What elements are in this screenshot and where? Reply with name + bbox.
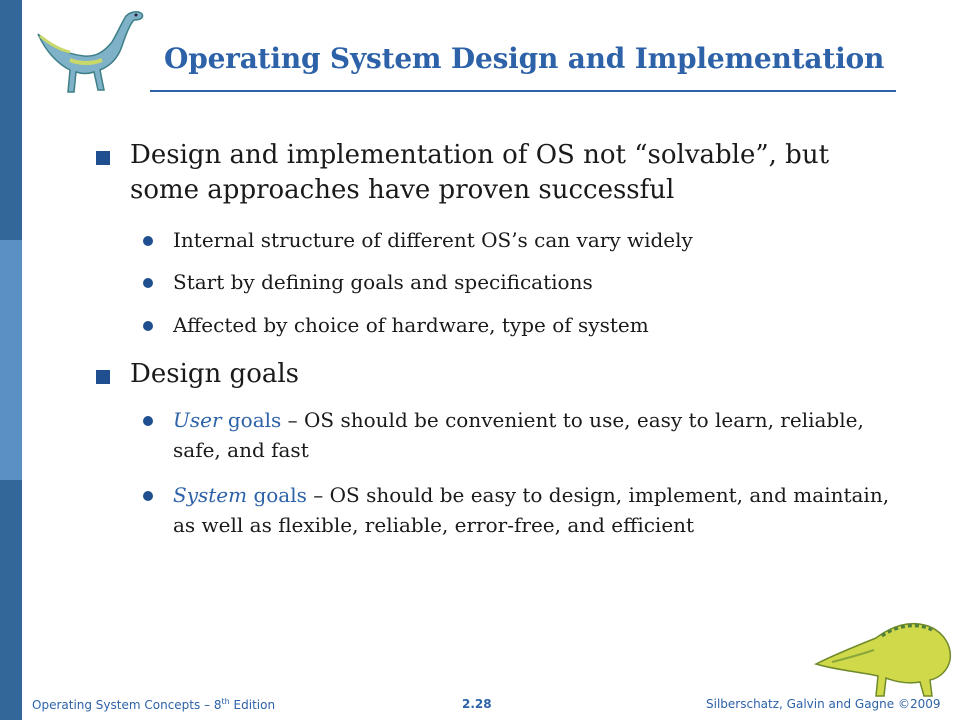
- sub-bullet-user-goals: [173, 405, 913, 465]
- bullet-design-implementation: Design and implementation of OS not “solvable”, but some approaches have proven successful: [130, 140, 830, 205]
- left-band-middle: [0, 240, 22, 480]
- sub-bullet-internal-structure: Internal structure of different OS’s can vary widely: [173, 228, 693, 252]
- level2-bullet-marker: [143, 236, 153, 246]
- footer-slide-number: 2.28: [462, 697, 492, 711]
- system-keyword: System: [173, 483, 248, 507]
- sub-bullet-define-goals: Start by defining goals and specifications: [173, 270, 593, 294]
- footer-copyright: Silberschatz, Galvin and Gagne ©2009: [706, 697, 941, 711]
- level2-bullet-marker: [143, 278, 153, 288]
- system-goals-keyword: goals: [247, 483, 307, 507]
- level2-bullet-marker: [143, 321, 153, 331]
- level2-bullet-marker: [143, 416, 153, 426]
- bullet-design-goals: Design goals: [130, 359, 299, 389]
- footer-book-title: Operating System Concepts – 8th Edition: [32, 697, 276, 712]
- dinosaur-top-logo: [30, 6, 150, 96]
- left-band-top: [0, 0, 22, 240]
- level2-bullet-marker: [143, 491, 153, 501]
- slide-title: Operating System Design and Implementation: [164, 42, 885, 75]
- level1-bullet-marker: [96, 370, 110, 384]
- sub-bullet-hardware-choice: Affected by choice of hardware, type of system: [173, 313, 649, 337]
- dinosaur-bottom-logo: [812, 606, 958, 700]
- title-underline: [150, 90, 896, 92]
- left-band-bottom: [0, 480, 22, 720]
- user-goals-keyword: goals: [221, 408, 282, 432]
- system-goals-description: – OS should be easy to design, implement, and maintain, as well as flexible, reliable, error-free, and efficient: [173, 483, 890, 537]
- user-goals-description: – OS should be convenient to use, easy to learn, reliable, safe, and fast: [173, 408, 864, 462]
- user-keyword: User: [173, 408, 222, 432]
- sub-bullet-system-goals: [173, 480, 913, 540]
- level1-bullet-marker: [96, 151, 110, 165]
